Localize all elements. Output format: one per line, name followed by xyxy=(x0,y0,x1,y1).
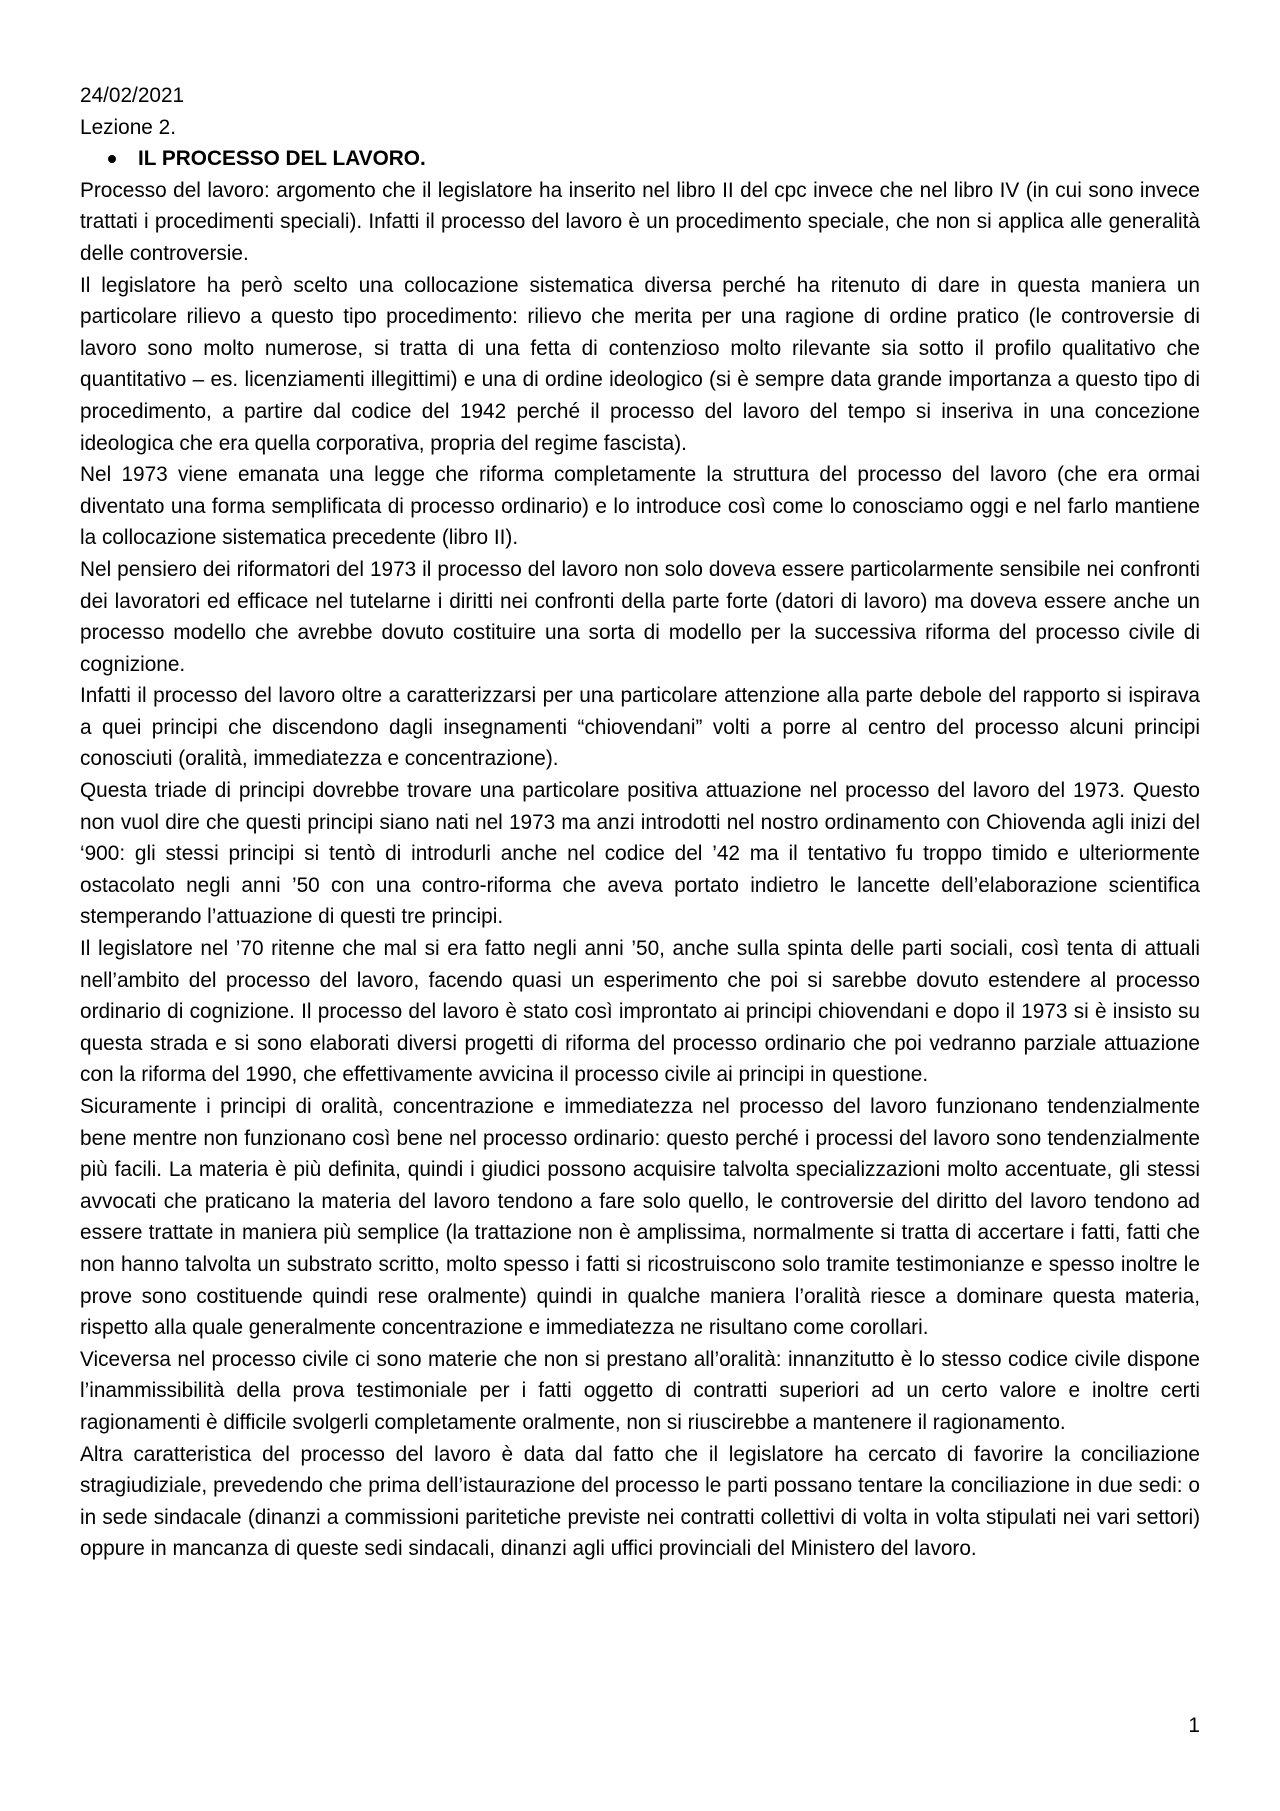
paragraph: Sicuramente i principi di oralità, concentrazione e immediatezza nel processo del lavoro funzionano tendenzialmente bene mentre non funzionano così bene nel processo ordinario: questo perché i processi del lavoro sono tendenzialmente più facili. La materia è più definita, quindi i giudici possono acquisire talvolta specializzazioni molto accentuate, gli stessi avvocati che praticano la materia del lavoro tendono a fare solo quello, le controversie del diritto del lavoro tendono ad essere trattate in maniera più semplice (la trattazione non è amplissima, normalmente si tratta di accertare i fatti, fatti che non hanno talvolta un substrato scritto, molto spesso i fatti si ricostruiscono solo tramite testimonianze e spesso inoltre le prove sono costituende quindi rese oralmente) quindi in qualche maniera l’oralità riesce a dominare questa materia, rispetto alla quale generalmente concentrazione e immediatezza ne risultano come corollari. xyxy=(80,1095,1200,1340)
paragraph: Viceversa nel processo civile ci sono materie che non si prestano all’oralità: innanzitutto è lo stesso codice civile dispone l’inammissibilità della prova testimoniale per i fatti oggetto di contratti superiori ad un certo valore e inoltre certi ragionamenti è difficile svolgerli completamente oralmente, non si riuscirebbe a mantenere il ragionamento. xyxy=(80,1347,1200,1434)
paragraph: Il legislatore nel ’70 ritenne che mal si era fatto negli anni ’50, anche sulla spinta delle parti sociali, così tenta di attuali nell’ambito del processo del lavoro, facendo quasi un esperimento che poi si sarebbe dovuto estendere al processo ordinario di cognizione. Il processo del lavoro è stato così improntato ai principi chiovendani e dopo il 1973 si è insisto su questa strada e si sono elaborati diversi progetti di riforma del processo ordinario che poi vedranno parziale attuazione con la riforma del 1990, che effettivamente avvicina il processo civile ai principi in questione. xyxy=(80,937,1200,1087)
bullet-icon xyxy=(108,155,116,163)
section-heading xyxy=(80,143,1200,175)
paragraph: Questa triade di principi dovrebbe trovare una particolare positiva attuazione nel processo del lavoro del 1973. Questo non vuol dire che questi principi siano nati nel 1973 ma anzi introdotti nel nostro ordinamento con Chiovenda agli inizi del ‘900: gli stessi principi si tentò di introdurli anche nel codice del ’42 ma il tentativo fu troppo timido e ulteriormente ostacolato negli anni ’50 con una contro-riforma che aveva portato indietro le lancette dell’elaborazione scientifica stemperando l’attuazione di questi tre principi. xyxy=(80,779,1200,929)
paragraph: Infatti il processo del lavoro oltre a caratterizzarsi per una particolare attenzione alla parte debole del rapporto si ispirava a quei principi che discendono dagli insegnamenti “chiovendani” volti a porre al centro del processo alcuni principi conosciuti (oralità, immediatezza e concentrazione). xyxy=(80,684,1200,771)
lesson-label: Lezione 2. xyxy=(80,115,176,139)
section-heading-text: IL PROCESSO DEL LAVORO. xyxy=(138,147,426,171)
paragraph: Altra caratteristica del processo del lavoro è data dal fatto che il legislatore ha cercato di favorire la conciliazione stragiudiziale, prevedendo che prima dell’istaurazione del processo le parti possano tentare la conciliazione in due sedi: o in sede sindacale (dinanzi a commissioni paritetiche previste nei contratti collettivi di volta in volta stipulati nei vari settori) oppure in mancanza di queste sedi sindacali, dinanzi agli uffici provinciali del Ministero del lavoro. xyxy=(80,1442,1200,1561)
lecture-date: 24/02/2021 xyxy=(80,84,185,107)
paragraph: Nel 1973 viene emanata una legge che riforma completamente la struttura del processo del lavoro (che era ormai diventato una forma semplificata di processo ordinario) e lo introduce così come lo conosciamo oggi e nel farlo mantiene la collocazione sistematica precedente (libro II). xyxy=(80,463,1200,550)
paragraph: Nel pensiero dei riformatori del 1973 il processo del lavoro non solo doveva essere particolarmente sensibile nei confronti dei lavoratori ed efficace nel tutelarne i diritti nei confronti della parte forte (datori di lavoro) ma doveva essere anche un processo modello che avrebbe dovuto costituire una sorta di modello per la successiva riforma del processo civile di cognizione. xyxy=(80,557,1200,676)
paragraph: Processo del lavoro: argomento che il legislatore ha inserito nel libro II del cpc invece che nel libro IV (in cui sono invece trattati i procedimenti speciali). Infatti il processo del lavoro è un procedimento speciale, che non si applica alle generalità delle controversie. xyxy=(80,178,1200,265)
document-page xyxy=(80,80,1200,1565)
paragraph: Il legislatore ha però scelto una collocazione sistematica diversa perché ha ritenuto di dare in questa maniera un particolare rilievo a questo tipo procedimento: rilievo che merita per una ragione di ordine pratico (le controversie di lavoro sono molto numerose, si tratta di una fetta di contenzioso molto rilevante sia sotto il profilo qualitativo che quantitativo – es. licenziamenti illegittimi) e una di ordine ideologico (si è sempre data grande importanza a questo tipo di procedimento, a partire dal codice del 1942 perché il processo del lavoro del tempo si inseriva in una concezione ideologica che era quella corporativa, propria del regime fascista). xyxy=(80,273,1200,455)
page-number: 1 xyxy=(1188,1714,1200,1737)
